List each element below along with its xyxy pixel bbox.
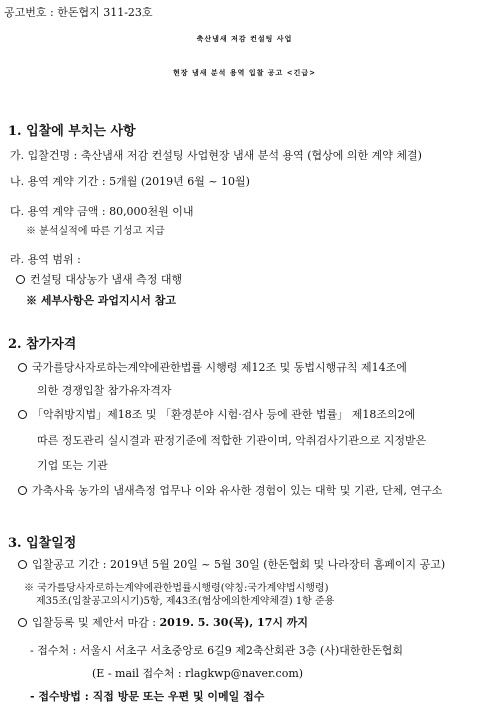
notice-number: 공고번호 : 한돈협지 311-23호	[4, 6, 153, 19]
schedule-note-line1: ※ 국가를당사자로하는계약에관한법률시행령(약칭:국가계약법시행령)	[24, 583, 329, 594]
section1-heading: 1. 입찰에 부치는 사항	[8, 124, 136, 139]
section2-heading: 2. 참가자격	[8, 337, 77, 352]
schedule-bullet-1	[18, 556, 445, 572]
qual-bullet-3	[18, 482, 442, 498]
circle-bullet-icon	[18, 618, 27, 627]
qual-bullet-2	[18, 406, 415, 422]
qual-1-line1: 국가를당사자로하는계약에관한법률 시행령 제12조 및 동법시행규칙 제14조에	[32, 361, 407, 374]
item-contract-period: 나. 용역 계약 기간 : 5개월 (2019년 6월 ~ 10월)	[10, 175, 250, 188]
circle-bullet-icon	[16, 275, 25, 284]
deadline-value: 2019. 5. 30(목), 17시 까지	[159, 616, 309, 629]
deadline-prefix: 입찰등록 및 제안서 마감 :	[32, 616, 160, 629]
circle-bullet-icon	[18, 363, 27, 372]
qual-3-line1: 가축사육 농가의 냄새측정 업무나 이와 유사한 경험이 있는 대학 및 기관, 단체, 연구소	[32, 484, 443, 497]
item-service-scope: 라. 용역 범위 :	[10, 253, 81, 266]
qual-2-line3: 기업 또는 기관	[37, 459, 108, 472]
schedule-1-text: 입찰공고 기간 : 2019년 5월 20일 ~ 5월 30일 (한돈협회 및 나라장터 홈페이지 공고)	[32, 558, 446, 571]
scope-bullet	[16, 271, 182, 287]
document-title-line1: 축산냄새 저감 컨설팅 사업	[196, 34, 293, 43]
item-contract-amount: 다. 용역 계약 금액 : 80,000천원 이내	[10, 205, 194, 218]
scope-note: ※ 세부사항은 과업지시서 참고	[26, 294, 176, 307]
submit-place: - 접수처 : 서울시 서초구 서초중앙로 6길9 제2축산회관 3층 (사)대한한돈협회	[30, 644, 403, 657]
qual-1-line2: 의한 경쟁입찰 참가유자격자	[37, 384, 172, 397]
circle-bullet-icon	[18, 486, 27, 495]
submit-method: - 접수방법 : 직접 방문 또는 우편 및 이메일 접수	[30, 690, 265, 703]
circle-bullet-icon	[18, 410, 27, 419]
scope-text: 컨설팅 대상농가 냄새 측정 대행	[30, 273, 183, 286]
qual-bullet-1	[18, 359, 407, 375]
document-title-line2: 현장 냄새 분석 용역 입찰 공고 <긴급>	[172, 68, 317, 77]
qual-2-line2: 따른 정도관리 실시결과 판정기준에 적합한 기관이며, 악취검사기관으로 지정받은	[37, 434, 427, 447]
schedule-note-line2: 제35조(입찰공고의시기)5항, 제43조(협상에의한계약체결) 1항 준용	[36, 596, 335, 607]
schedule-bullet-2	[18, 614, 308, 630]
item-amount-note: ※ 분석실적에 따른 기성고 지급	[26, 226, 165, 237]
submit-email: (E - mail 접수처 : rlagkwp@naver.com)	[92, 667, 304, 680]
circle-bullet-icon	[18, 560, 27, 569]
item-bid-title: 가. 입찰건명 : 축산냄새 저감 컨설팅 사업현장 냄새 분석 용역 (협상에 의한 계약 체결)	[10, 149, 422, 162]
section3-heading: 3. 입찰일정	[8, 536, 77, 551]
qual-2-line1: 「악취방지법」제18조 및 「환경분야 시험·검사 등에 관한 법률」 제18조의2에	[32, 408, 416, 421]
